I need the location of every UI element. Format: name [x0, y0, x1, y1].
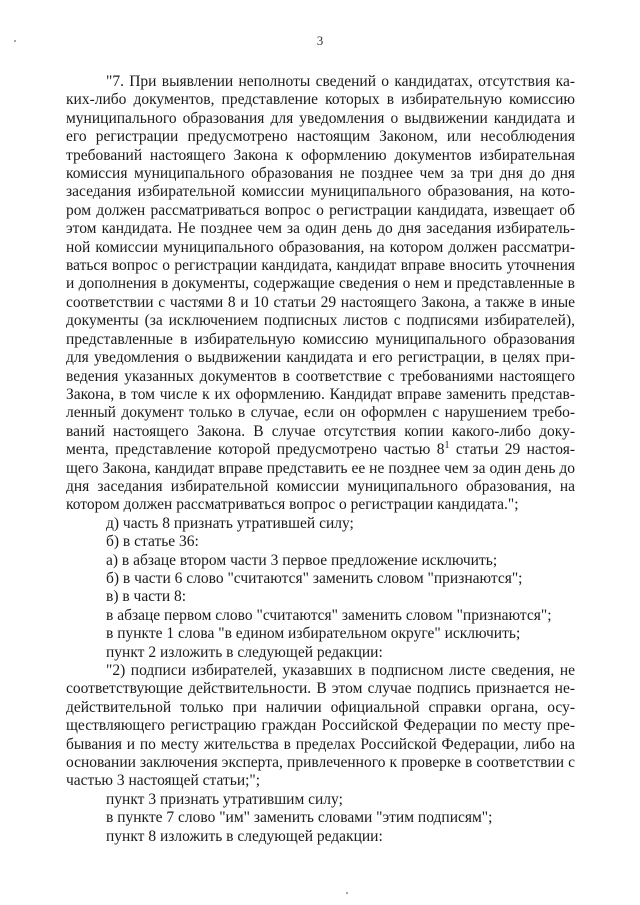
amendment-line-point-1: в пункте 1 слова "в едином избирательном округе" исключить;	[106, 625, 521, 643]
quoted-paragraph-part-7-text-a: "7. При выявлении неполноты сведений о кандидатах, отсутствия ка-ких-либо документов, представление которых в избирательную комиссию муниципального образования для уведомления о выдвижении кандидата и его регистрации предусмотрено настоящим Законом, или несоблюдения требований настоящего Закона к оформлению документов избирательная комиссия муниципального образования не позднее чем за три дня до дня заседания избирательной комиссии муниципального образования, на кото-ром должен рассматриваться вопрос о регистрации кандидата, извещает об этом кандидата. Не позднее чем за один день до дня заседания избиратель-ной комиссии муниципального образования, на котором должен рассматри-ваться вопрос о регистрации кандидата, кандидат вправе вносить уточнения и дополнения в документы, содержащие сведения о нем и представленные в соответствии с частями 8 и 10 статьи 29 настоящего Закона, а также в иные документы (за исключением подписных листов с подписями избирателей), представленные в избирательную комиссию муниципального образования для уведомления о выдвижении кандидата и его регистрации, в целях при-ведения указанных документов в соответствие с требованиями настоящего Закона, в том числе к их оформлению. Кандидат вправе заменить представ-ленный документ только в случае, если он оформлен с нарушением требо-ваний настоящего Закона. В случае отсутствия копии какого-либо доку-мента, представление которой предусмотрено частью 8	[66, 73, 575, 459]
quoted-paragraph-part-7-text-b: статьи 29 настоя-щего Закона, кандидат вправе представить ее не позднее чем за один день до дня заседания избирательной комиссии муниципального образования, на котором должен рассматриваться вопрос о регистрации кандидата.";	[66, 441, 575, 514]
amendment-line-v: в) в части 8:	[106, 588, 187, 606]
superscript-1: 1	[444, 439, 450, 451]
page-number: 3	[316, 33, 324, 48]
amendment-line-b: б) в части 6 слово "считаются" заменить словом "признаются";	[106, 569, 523, 587]
amendment-line-point-2: пункт 2 изложить в следующей редакции:	[106, 643, 383, 661]
quoted-paragraph-point-2: "2) подписи избирателей, указавших в подписном листе сведения, не соответствующие действительности. В этом случае подпись признается не-действительной только при наличии официальной справки органа, осу-ществляющего регистрацию граждан Российской Федерации по месту пре-бывания и по месту жительства в пределах Российской Федерации, либо на основании заключения эксперта, привлеченного к проверке в соответствии с частью 3 настоящей статьи;";	[66, 662, 575, 790]
amendment-line-article-36: б) в статье 36:	[106, 533, 199, 551]
document-body	[66, 73, 575, 846]
amendment-line-point-7: в пункте 7 слово "им" заменить словами "этим подписям";	[106, 809, 493, 827]
scan-speck	[14, 40, 16, 42]
amendment-line-point-3: пункт 3 признать утратившим силу;	[106, 790, 343, 808]
scan-speck	[346, 892, 348, 894]
quoted-paragraph-part-7	[66, 73, 575, 515]
amendment-line-point-8: пункт 8 изложить в следующей редакции:	[106, 827, 383, 845]
amendment-line-a: а) в абзаце втором части 3 первое предложение исключить;	[106, 551, 498, 569]
amendment-line-paragraph-1: в абзаце первом слово "считаются" заменить словом "признаются";	[106, 606, 552, 624]
amendment-line-d: д) часть 8 признать утратившей силу;	[106, 514, 354, 532]
